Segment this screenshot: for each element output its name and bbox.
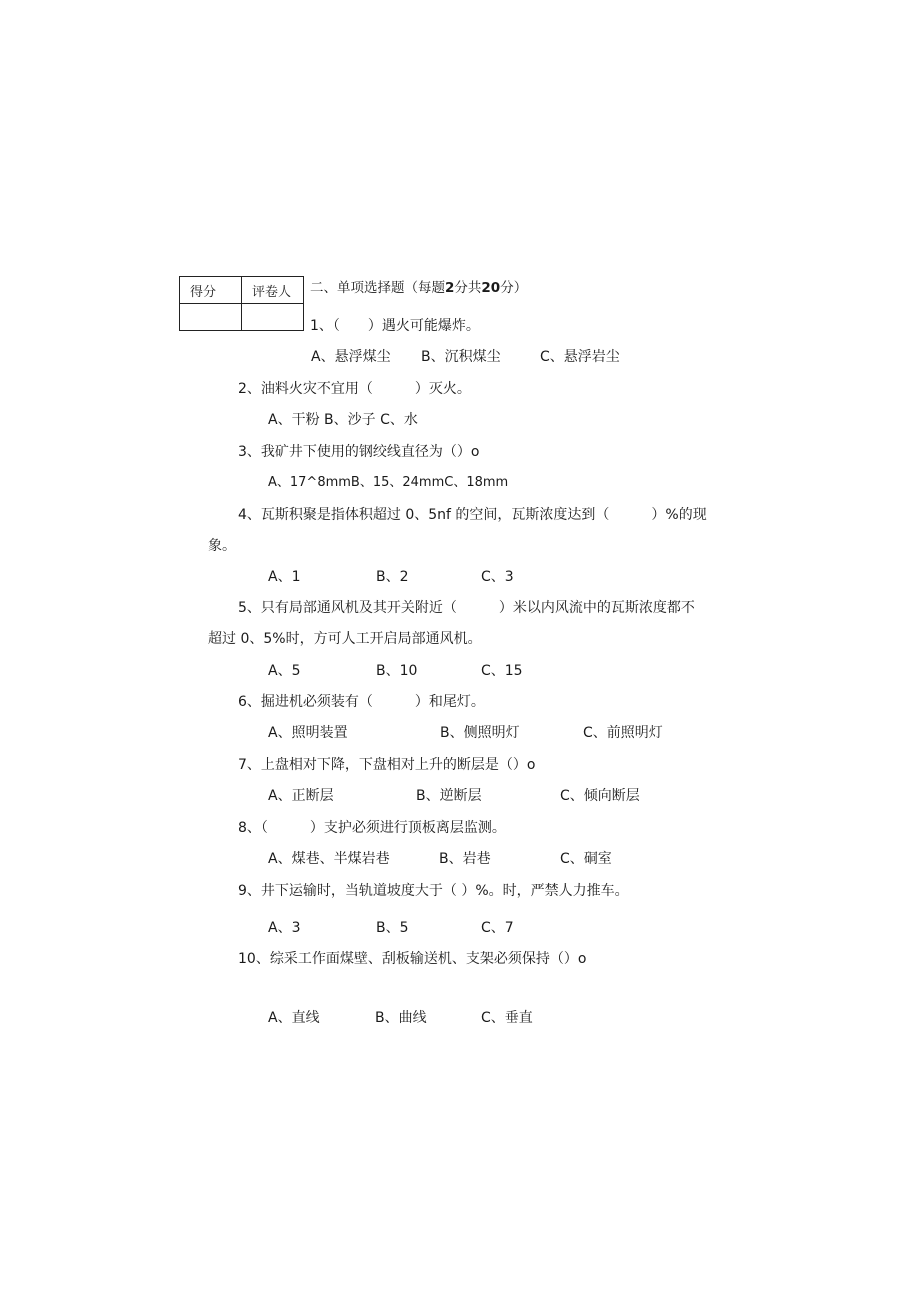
question-5-option-a: A、5 [268, 663, 301, 679]
question-7-text: 7、上盘相对下降，下盘相对上升的断层是（）o [238, 757, 536, 773]
grader-value-cell [242, 304, 304, 331]
score-label: 得分 [190, 284, 217, 300]
section-title-suffix: 分） [500, 280, 528, 296]
question-9-option-a: A、3 [268, 920, 301, 936]
question-1-option-c: C、悬浮岩尘 [540, 349, 620, 365]
question-9-option-c: C、7 [481, 920, 514, 936]
question-10-option-b: B、曲线 [375, 1010, 427, 1026]
question-6-option-b: B、侧照明灯 [440, 725, 520, 741]
question-10-text: 10、综采工作面煤壁、刮板输送机、支架必须保持（）o [238, 951, 587, 967]
question-3-options: A、17^8mmB、15、24mmC、18mm [268, 475, 509, 490]
question-5-option-c: C、15 [481, 663, 523, 679]
grader-label: 评卷人 [252, 284, 292, 300]
question-8-option-c: C、硐室 [560, 851, 612, 867]
question-6-option-a: A、照明装置 [268, 725, 348, 741]
question-6-option-c: C、前照明灯 [583, 725, 663, 741]
question-2-text: 2、油料火灾不宜用（ ）灭火。 [238, 381, 471, 397]
points-total: 20 [481, 280, 501, 296]
question-1-option-a: A、悬浮煤尘 [311, 349, 391, 365]
score-table [179, 276, 304, 331]
section-title-mid: 分共 [454, 280, 482, 296]
question-8-option-a: A、煤巷、半煤岩巷 [268, 851, 390, 867]
question-4-option-c: C、3 [481, 569, 514, 585]
question-5-option-b: B、10 [376, 663, 418, 679]
score-label-cell [180, 277, 242, 304]
question-5-text-line-1: 5、只有局部通风机及其开关附近（ ）米以内风流中的瓦斯浓度都不 [238, 600, 695, 616]
question-1-text: 1、（ ）遇火可能爆炸。 [310, 318, 480, 334]
points-each: 2 [445, 280, 455, 296]
question-3-text: 3、我矿井下使用的钢绞线直径为（）o [238, 444, 480, 460]
question-7-option-a: A、正断层 [268, 788, 334, 804]
question-10-option-c: C、垂直 [481, 1010, 533, 1026]
question-4-text-line-1: 4、瓦斯积聚是指体积超过 0、5nf 的空间，瓦斯浓度达到（ ）%的现 [238, 507, 707, 523]
question-1-option-b: B、沉积煤尘 [421, 349, 501, 365]
question-4-text-line-2: 象。 [208, 538, 236, 554]
question-5-text-line-2: 超过 0、5%时，方可人工开启局部通风机。 [208, 631, 482, 647]
score-value-cell [180, 304, 242, 331]
question-8-text: 8、（ ）支护必须进行顶板离层监测。 [238, 820, 506, 836]
question-4-option-a: A、1 [268, 569, 301, 585]
section-title-prefix: 二、单项选择题（每题 [310, 280, 445, 296]
question-7-option-b: B、逆断层 [416, 788, 482, 804]
question-7-option-c: C、倾向断层 [560, 788, 640, 804]
question-9-text: 9、井下运输时，当轨道坡度大于（ ）%。时，严禁人力推车。 [238, 883, 629, 899]
section-title [310, 279, 527, 297]
question-6-text: 6、掘进机必须装有（ ）和尾灯。 [238, 694, 485, 710]
question-9-option-b: B、5 [376, 920, 409, 936]
question-8-option-b: B、岩巷 [439, 851, 491, 867]
question-4-option-b: B、2 [376, 569, 409, 585]
question-10-option-a: A、直线 [268, 1010, 320, 1026]
question-2-options: A、干粉 B、沙子 C、水 [268, 412, 418, 428]
grader-label-cell [242, 277, 304, 304]
